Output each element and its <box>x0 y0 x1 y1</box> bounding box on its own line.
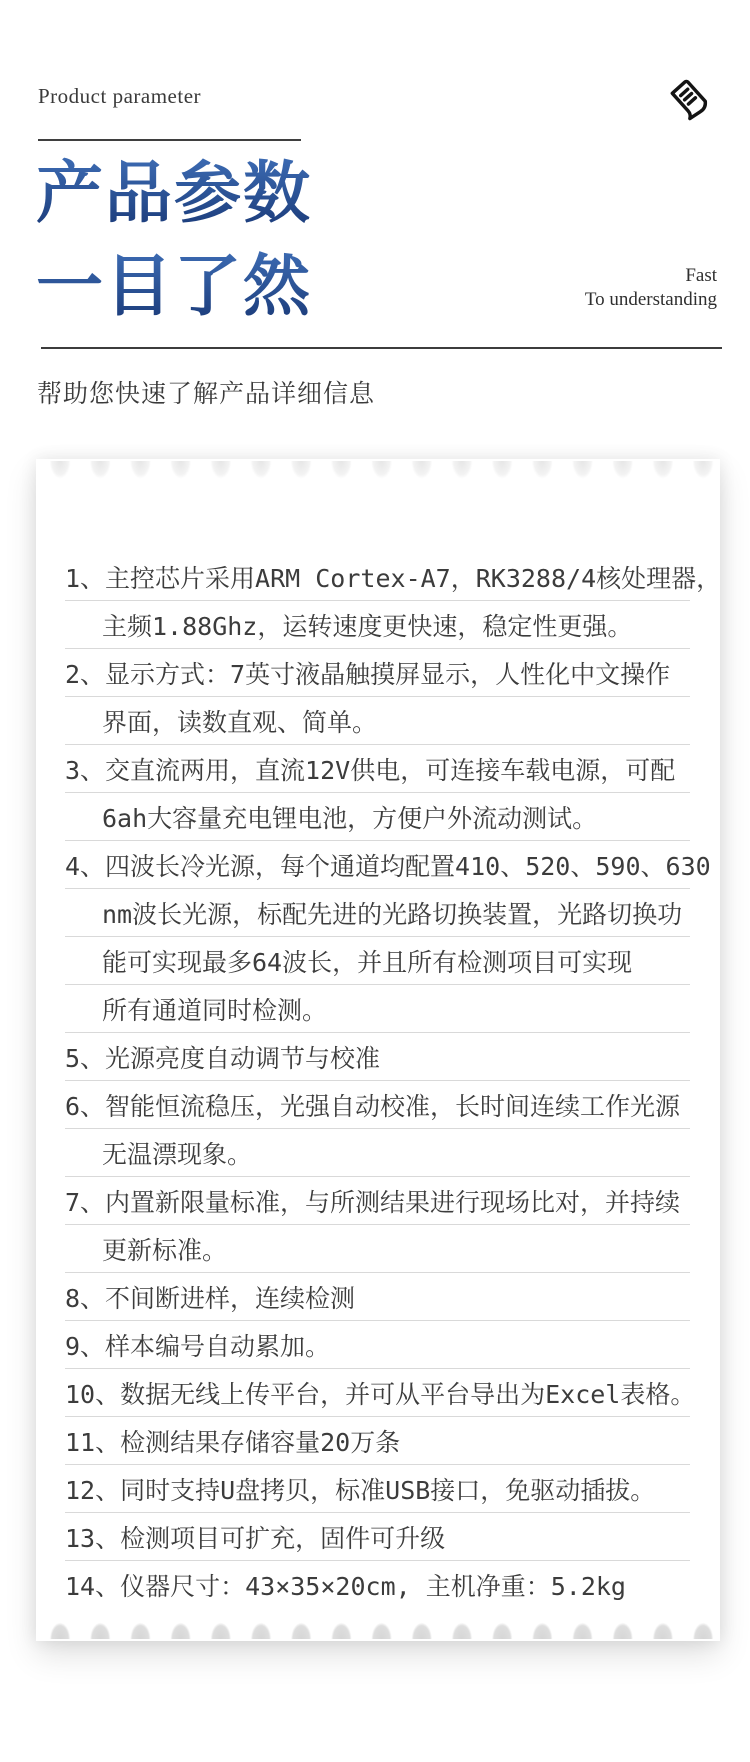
parameter-item-2-cont-1: 界面，读数直观、简单。 <box>65 697 690 745</box>
page-title <box>36 148 312 334</box>
parameter-item-7: 7、内置新限量标准，与所测结果进行现场比对，并持续 <box>65 1177 690 1225</box>
side-note-line1: Fast <box>685 265 717 286</box>
parameter-item-12: 12、同时支持U盘拷贝，标准USB接口，免驱动插拔。 <box>65 1465 690 1513</box>
eyebrow-underline <box>38 139 301 141</box>
page-title-line1: 产品参数 <box>36 148 312 241</box>
eyebrow-heading: Product parameter <box>38 84 202 108</box>
parameter-item-4-cont-2: 能可实现最多64波长，并且所有检测项目可实现 <box>65 937 690 985</box>
parameter-item-14: 14、仪器尺寸：43×35×20cm, 主机净重：5.2kg <box>65 1571 626 1601</box>
parameter-item-4-cont-1: nm波长光源，标配先进的光路切换装置，光路切换功 <box>65 889 690 937</box>
parameter-item-10: 10、数据无线上传平台，并可从平台导出为Excel表格。 <box>65 1369 690 1417</box>
parameter-item-7-cont-1: 更新标准。 <box>65 1225 690 1273</box>
parameter-item-6: 6、智能恒流稳压，光强自动校准，长时间连续工作光源 <box>65 1081 690 1129</box>
parameter-item-1-cont-1: 主频1.88Ghz，运转速度更快速，稳定性更强。 <box>65 601 690 649</box>
parameter-item-13: 13、检测项目可扩充，固件可升级 <box>65 1513 690 1561</box>
parameter-item-1: 1、主控芯片采用ARM Cortex-A7，RK3288/4核处理器， <box>65 553 690 601</box>
parameter-item-5: 5、光源亮度自动调节与校准 <box>65 1033 690 1081</box>
parameter-list <box>65 553 722 1608</box>
parameter-item-4: 4、四波长冷光源，每个通道均配置410、520、590、630 <box>65 841 690 889</box>
parameter-item-8: 8、不间断进样，连续检测 <box>65 1273 690 1321</box>
parameter-item-6-cont-1: 无温漂现象。 <box>65 1129 690 1177</box>
parameter-ticket-card <box>36 459 720 1641</box>
parameter-item-4-cont-3: 所有通道同时检测。 <box>65 985 690 1033</box>
parameter-item-3: 3、交直流两用，直流12V供电，可连接车载电源，可配 <box>65 745 690 793</box>
page-title-line2: 一目了然 <box>36 241 312 334</box>
note-icon <box>666 78 712 124</box>
parameter-item-11: 11、检测结果存储容量20万条 <box>65 1417 690 1465</box>
side-note <box>585 264 717 312</box>
parameter-item-2: 2、显示方式：7英寸液晶触摸屏显示，人性化中文操作 <box>65 649 690 697</box>
ticket-scallop-top <box>40 461 716 491</box>
ticket-scallop-bottom <box>40 1613 716 1639</box>
section-divider <box>41 347 722 349</box>
parameter-item-3-cont-1: 6ah大容量充电锂电池，方便户外流动测试。 <box>65 793 690 841</box>
subtitle: 帮助您快速了解产品详细信息 <box>37 380 376 408</box>
parameter-item-9: 9、样本编号自动累加。 <box>65 1321 690 1369</box>
side-note-line2: To understanding <box>584 289 717 310</box>
